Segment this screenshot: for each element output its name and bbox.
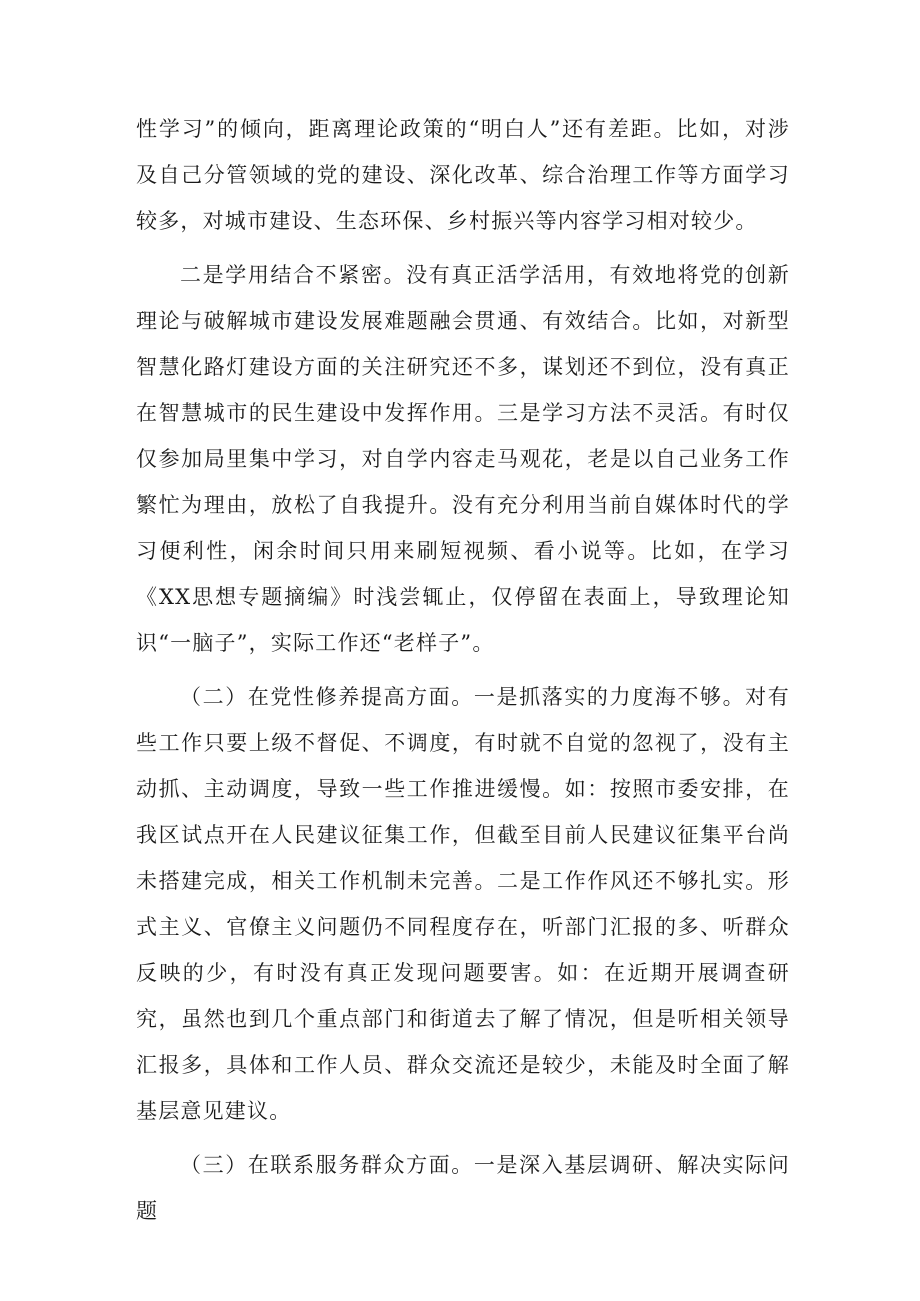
paragraph-serving-masses: （三）在联系服务群众方面。一是深入基层调研、解决实际问题 xyxy=(136,1153,790,1223)
document-page xyxy=(136,106,790,1234)
paragraph-study-application: 二是学用结合不紧密。没有真正活学活用，有效地将党的创新理论与破解城市建设发展难题融会贯通、有效结合。比如，对新型智慧化路灯建设方面的关注研究还不多，谋划还不到位，没有真正在智慧城市的民生建设中发挥作用。三是学习方法不灵活。有时仅仅参加局里集中学习，对自学内容走马观花，老是以自己业务工作繁忙为理由，放松了自我提升。没有充分利用当前自媒体时代的学习便利性，闲余时间只用来刷短视频、看小说等。比如，在学习《XX思想专题摘编》时浅尝辄止，仅停留在表面上，导致理论知识“一脑子”，实际工作还“老样子”。 xyxy=(136,263,790,655)
paragraph-study-tendency: 性学习”的倾向，距离理论政策的“明白人”还有差距。比如，对涉及自己分管领域的党的建设、深化改革、综合治理工作等方面学习较多，对城市建设、生态环保、乡村振兴等内容学习相对较少。 xyxy=(136,117,790,233)
paragraph-party-cultivation: （二）在党性修养提高方面。一是抓落实的力度海不够。对有些工作只要上级不督促、不调度，有时就不自觉的忽视了，没有主动抓、主动调度，导致一些工作推进缓慢。如：按照市委安排，在我区试点开在人民建议征集工作，但截至目前人民建议征集平台尚未搭建完成，相关工作机制未完善。二是工作作风还不够扎实。形式主义、官僚主义问题仍不同程度存在，听部门汇报的多、听群众反映的少，有时没有真正发现问题要害。如：在近期开展调查研究，虽然也到几个重点部门和街道去了解了情况，但是听相关领导汇报多，具体和工作人员、群众交流还是较少，未能及时全面了解基层意见建议。 xyxy=(136,685,790,1123)
